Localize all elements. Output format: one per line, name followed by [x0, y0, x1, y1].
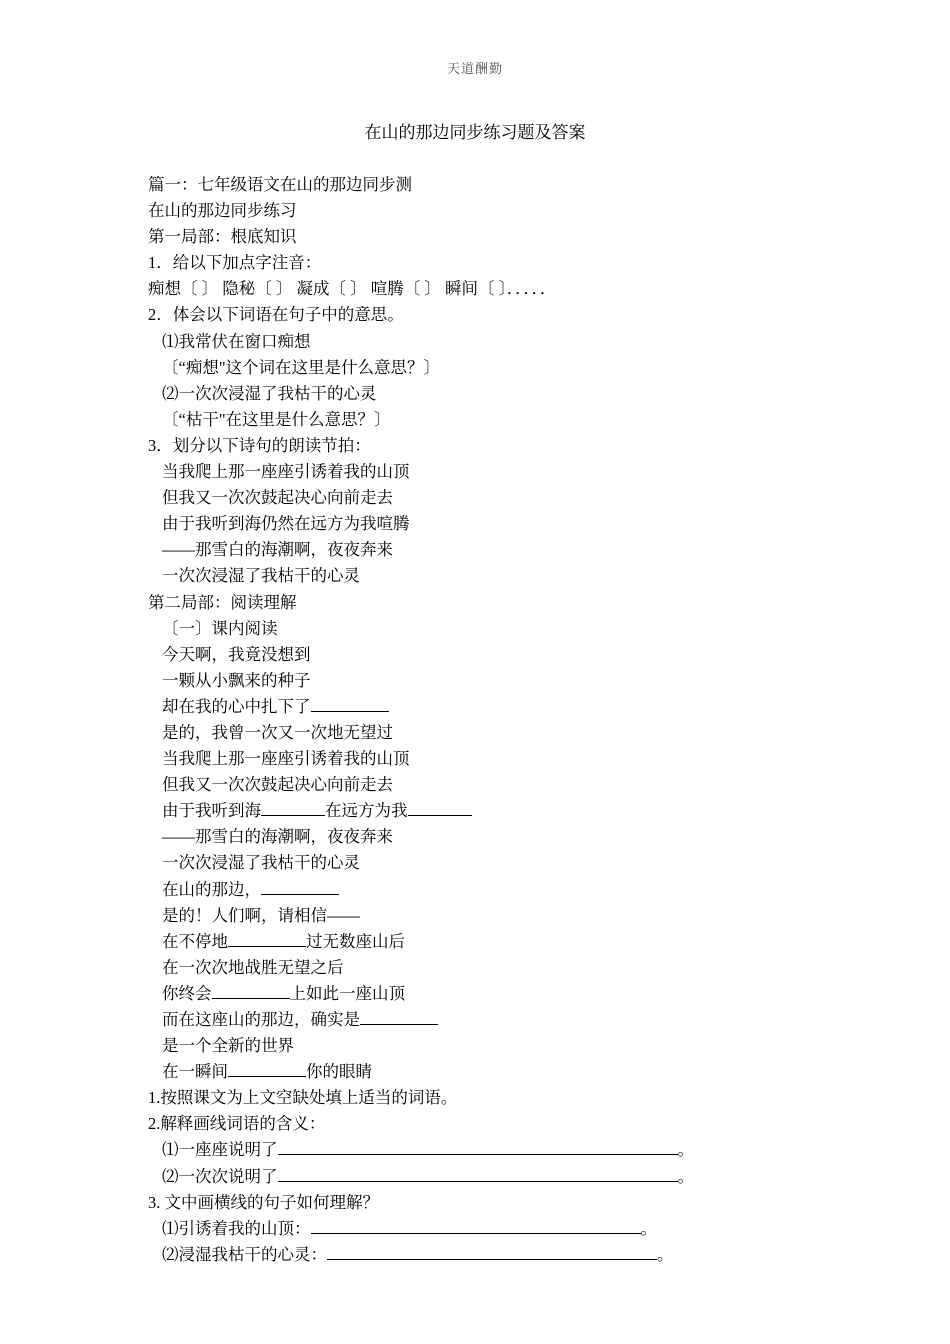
text-line: 在山的那边同步练习 — [148, 201, 297, 221]
text-line — [148, 1111, 848, 1137]
document-body — [148, 172, 848, 1268]
text-line: 痴想〔 〕 隐秘〔 〕 凝成〔 〕 喧腾〔 〕 瞬间〔 〕．．．．． — [148, 279, 557, 299]
text-line: 第一局部：根底知识 — [148, 227, 297, 247]
text-line: 〔“痴想"这个词在这里是什么意思？〕 — [162, 357, 441, 377]
text-run: 在不停地 — [162, 931, 228, 951]
fill-in-blank — [228, 1061, 306, 1077]
fill-in-blank — [261, 800, 325, 816]
fill-in-blank — [278, 1166, 678, 1182]
text-line: 但我又一次次鼓起决心向前走去 — [162, 488, 393, 508]
text-line: 2．体会以下词语在句子中的意思。 — [148, 305, 404, 325]
text-run: 但我又一次次鼓起决心向前走去 — [162, 775, 393, 795]
fill-in-blank — [360, 1009, 438, 1025]
text-run: 在一次次地战胜无望之后 — [162, 957, 344, 977]
text-line — [148, 1137, 848, 1163]
text-run: ——那雪白的海潮啊，夜夜奔来 — [162, 827, 393, 847]
text-run: 过无数座山后 — [306, 931, 405, 951]
text-line — [148, 1242, 848, 1268]
text-run: ⑵一次次说明了 — [162, 1166, 278, 1186]
text-line — [148, 824, 848, 850]
text-run: ⑴一座座说明了 — [162, 1140, 278, 1160]
text-line: 当我爬上那一座座引诱着我的山顶 — [162, 462, 410, 482]
text-run: 。 — [640, 1218, 657, 1238]
text-run: ⑴引诱着我的山顶： — [162, 1218, 311, 1238]
text-line: ——那雪白的海潮啊，夜夜奔来 — [162, 540, 393, 560]
text-line — [148, 1085, 848, 1111]
text-run: 是一个全新的世界 — [162, 1036, 294, 1056]
text-line — [148, 1059, 848, 1085]
text-run: 在山的那边， — [162, 879, 261, 899]
text-line — [148, 694, 848, 720]
text-line — [148, 798, 848, 824]
text-line — [148, 981, 848, 1007]
fill-in-blank — [261, 879, 339, 895]
text-run: 2.解释画线词语的含义： — [148, 1114, 326, 1134]
text-line — [148, 1033, 848, 1059]
text-line — [148, 1164, 848, 1190]
text-line — [148, 1190, 848, 1216]
fill-in-blank — [212, 983, 290, 999]
text-run: 是的！人们啊，请相信—— — [162, 905, 360, 925]
text-line: ⑵一次次浸湿了我枯干的心灵 — [162, 383, 377, 403]
text-line: 由于我听到海仍然在远方为我喧腾 — [162, 514, 410, 534]
text-line — [148, 1007, 848, 1033]
fill-in-blank — [408, 800, 472, 816]
text-run: 在一瞬间 — [162, 1062, 228, 1082]
text-line: 一次次浸湿了我枯干的心灵 — [162, 566, 360, 586]
text-line — [148, 850, 848, 876]
text-line: 一颗从小飘来的种子 — [162, 670, 311, 690]
text-line: 〔“枯干"在这里是什么意思？〕 — [162, 409, 391, 429]
text-line — [148, 877, 848, 903]
text-run: 。 — [677, 1140, 694, 1160]
text-run: 一次次浸湿了我枯干的心灵 — [162, 853, 360, 873]
text-line — [148, 720, 848, 746]
text-run: 上如此一座山顶 — [289, 983, 405, 1003]
text-line — [148, 903, 848, 929]
text-line: ⑴我常伏在窗口痴想 — [162, 331, 311, 351]
text-line: 第二局部：阅读理解 — [148, 592, 297, 612]
text-line — [148, 929, 848, 955]
text-run: 却在我的心中扎下了 — [162, 696, 311, 716]
text-run: 是的，我曾一次又一次地无望过 — [162, 722, 393, 742]
text-run: 。 — [657, 1244, 674, 1264]
fill-in-blank — [327, 1244, 657, 1260]
text-line: 篇一：七年级语文在山的那边同步测 — [148, 175, 412, 194]
text-run: 当我爬上那一座座引诱着我的山顶 — [162, 749, 410, 769]
watermark-text: 天道酬勤 — [446, 61, 503, 76]
text-line: 今天啊，我竟没想到 — [162, 644, 311, 664]
text-line — [148, 772, 848, 798]
text-run: 而在这座山的那边，确实是 — [162, 1010, 360, 1029]
text-line — [148, 1216, 848, 1242]
text-run: 你的眼睛 — [306, 1062, 372, 1082]
text-run: 由于我听到海 — [162, 801, 261, 821]
text-run: ⑵浸湿我枯干的心灵： — [162, 1244, 327, 1264]
fill-in-blank — [311, 1218, 641, 1234]
text-line: 〔一〕课内阅读 — [162, 618, 278, 638]
text-line: 1．给以下加点字注音： — [148, 253, 322, 273]
text-line — [148, 955, 848, 981]
fill-in-blank — [278, 1139, 678, 1155]
text-run: 1.按照课文为上文空缺处填上适当的词语。 — [148, 1088, 458, 1108]
text-run: 在远方为我 — [325, 801, 408, 821]
fill-in-blank — [311, 696, 389, 712]
text-run: 3. 文中画横线的句子如何理解？ — [148, 1192, 379, 1212]
fill-in-blank — [228, 931, 306, 947]
text-line — [148, 746, 848, 772]
text-line: 3．划分以下诗句的朗读节拍： — [148, 435, 371, 455]
text-run: 你终会 — [162, 983, 212, 1003]
text-run: 。 — [677, 1166, 694, 1186]
page-title: 在山的那边同步练习题及答案 — [364, 123, 586, 142]
